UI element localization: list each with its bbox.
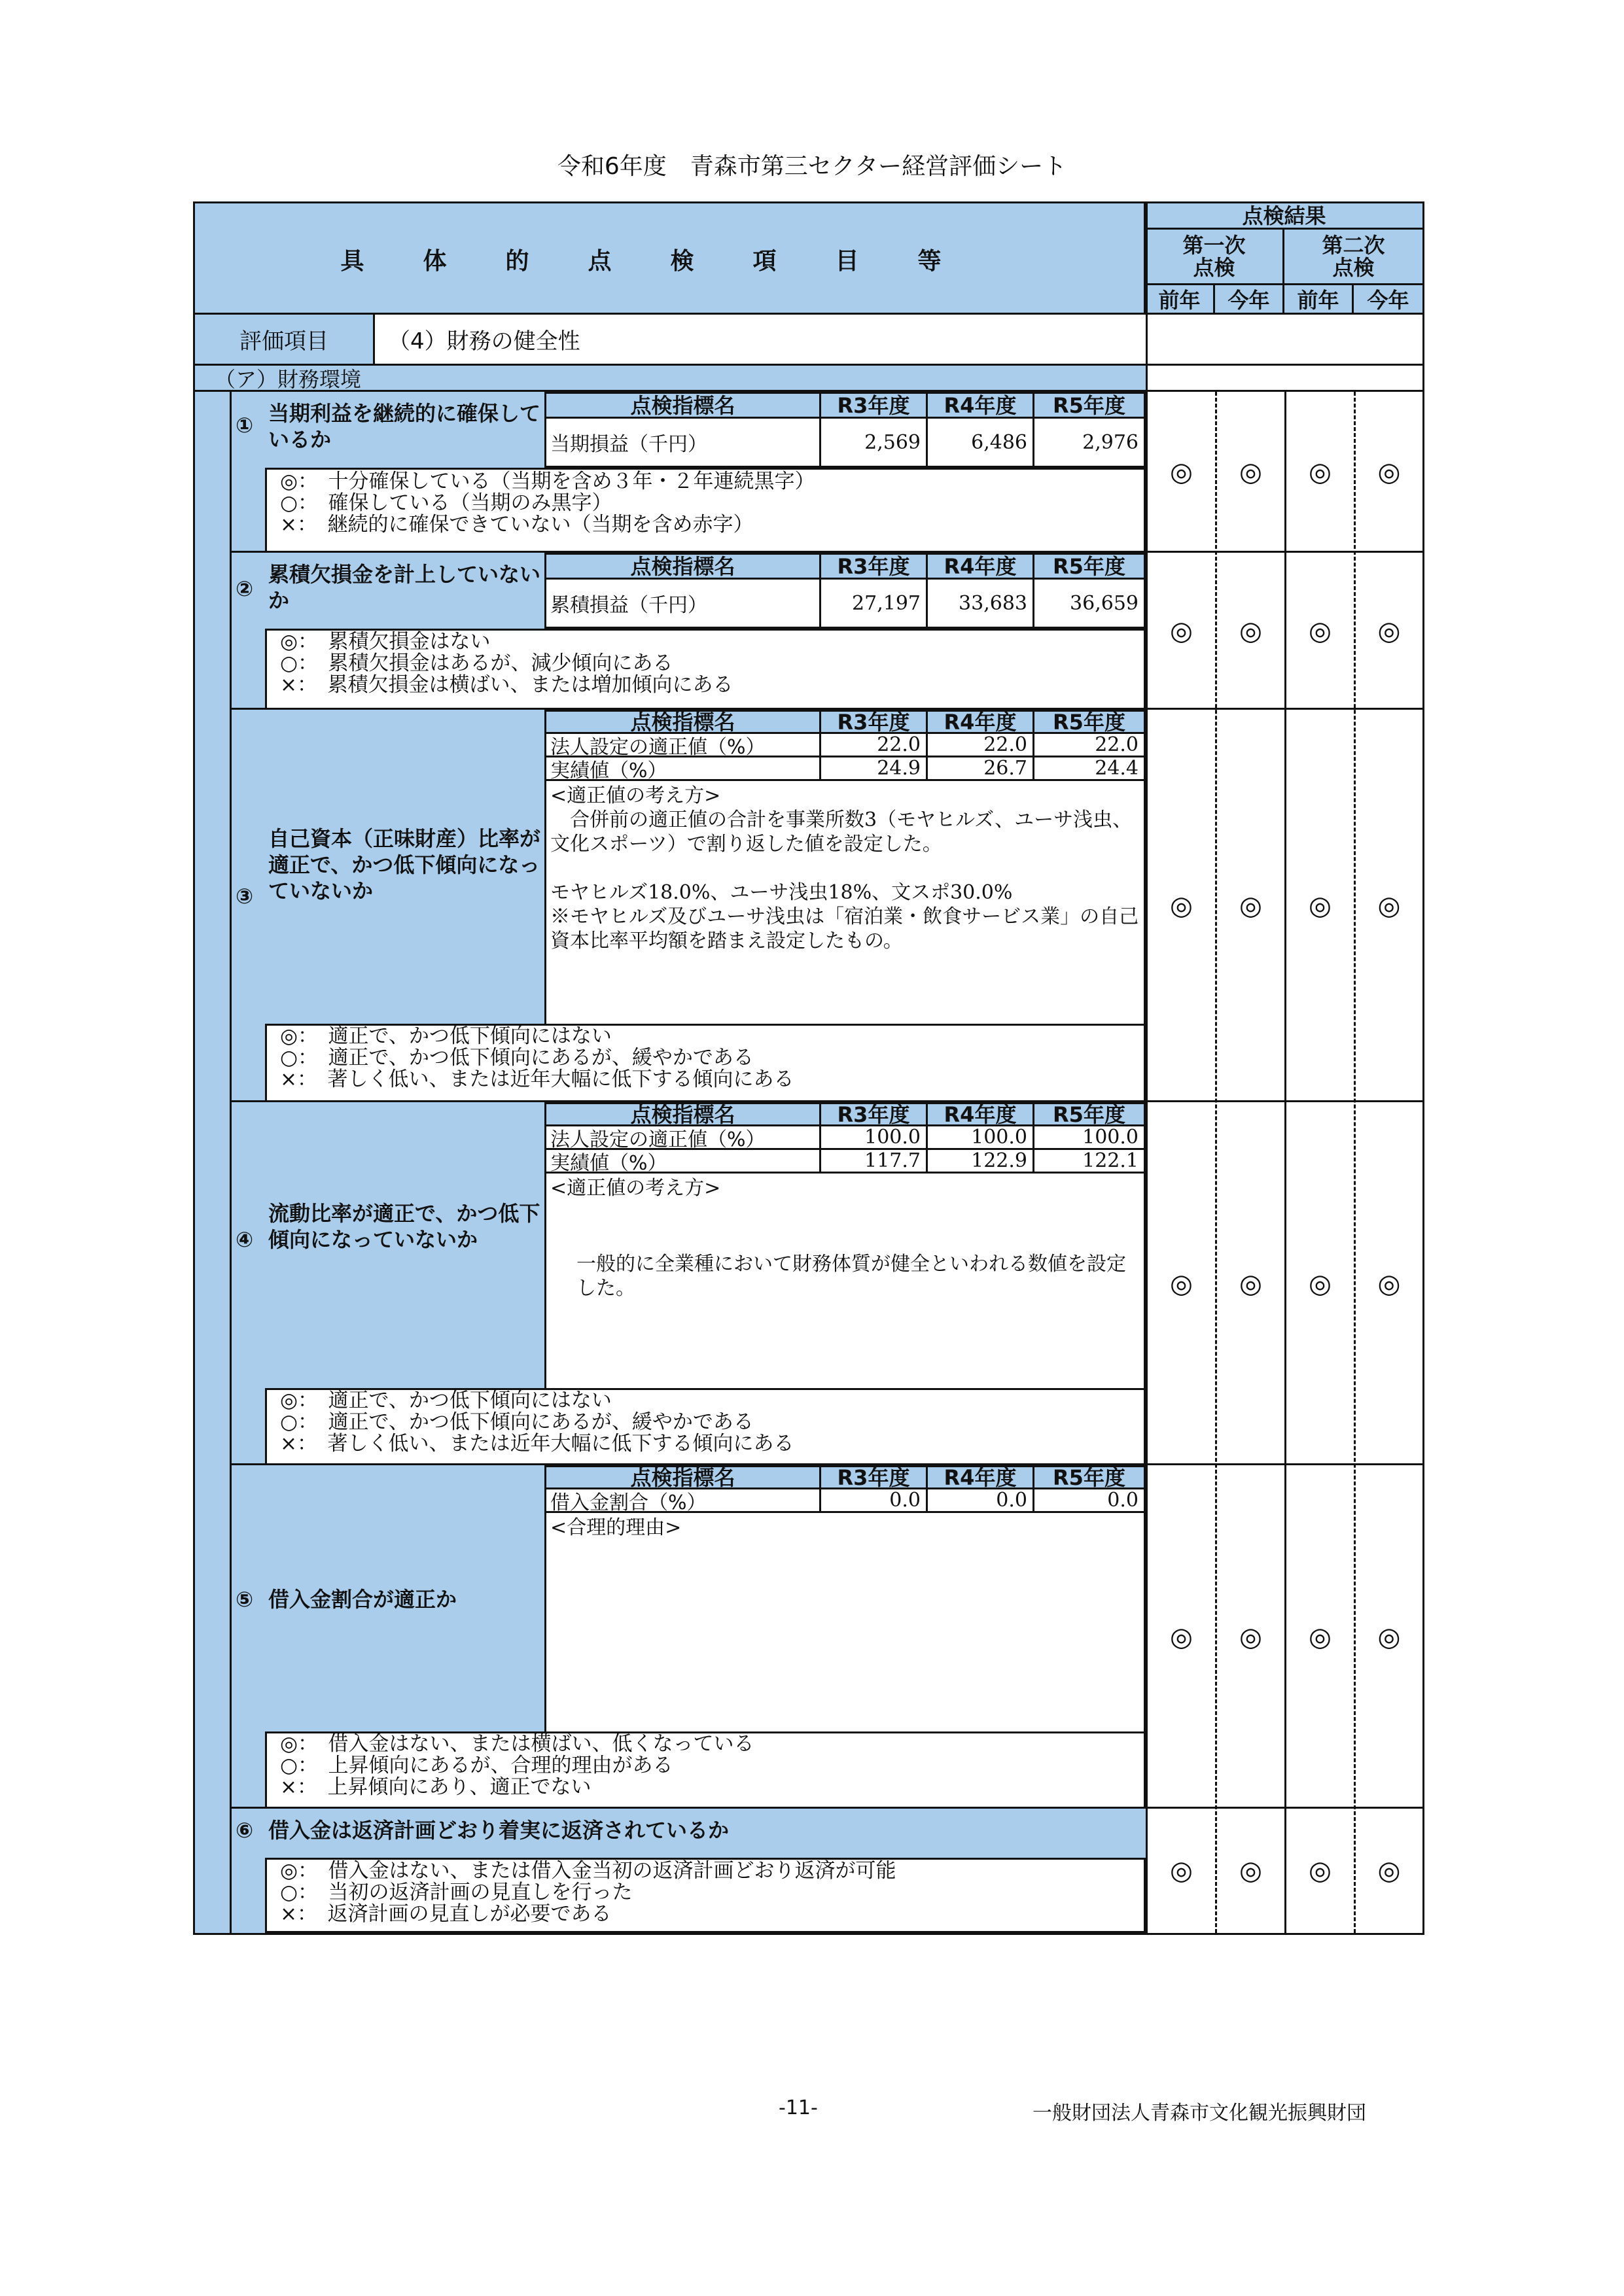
item-1-col-r5: R5年度 — [1034, 394, 1144, 419]
item-5-col-r5: R5年度 — [1034, 1467, 1144, 1489]
item-4-row1-r5: 100.0 — [1034, 1126, 1144, 1150]
section-bar — [195, 366, 1146, 392]
item-3-col-r5: R5年度 — [1034, 712, 1144, 734]
criteria-good: ○： 累積欠損金はあるが、減少傾向にある — [280, 652, 673, 675]
criteria-excellent: ◎： 適正で、かつ低下傾向にはない — [280, 1389, 612, 1412]
item-2-row-r5: 36,659 — [1070, 591, 1139, 615]
item-1-mark-1: ◎ — [1170, 457, 1193, 487]
item-4-mark-2: ◎ — [1239, 1268, 1262, 1299]
item-2-col-name: 点検指標名 — [546, 555, 821, 580]
item-1-col-r3: R3年度 — [821, 394, 928, 419]
eval-label-text: 評価項目 — [239, 328, 328, 355]
item-2-mark-1: ◎ — [1170, 616, 1193, 646]
item-5-mark-3: ◎ — [1309, 1622, 1332, 1652]
item-3-col-name: 点検指標名 — [546, 712, 821, 734]
item-3-mark-4: ◎ — [1377, 891, 1401, 921]
item-3-mark-3: ◎ — [1309, 891, 1332, 921]
item-1-criteria — [265, 468, 1146, 553]
item-6-criteria — [265, 1858, 1146, 1933]
eval-label — [195, 315, 375, 366]
item-5-row-r4: 0.0 — [928, 1489, 1034, 1513]
item-4-row1-r4: 100.0 — [928, 1126, 1034, 1150]
item-4-note-title: <適正値の考え方> — [550, 1177, 721, 1200]
item-1-row-r3: 2,569 — [821, 419, 928, 466]
item-2-row-r3: 27,197 — [821, 580, 928, 627]
item-3-row1-r4: 22.0 — [928, 734, 1034, 757]
item-3-row1-r5: 22.0 — [1034, 734, 1144, 757]
item-1-mark-4: ◎ — [1377, 457, 1401, 487]
organization-name: 一般財団法人青森市文化観光振興財団 — [1033, 2102, 1366, 2125]
item-4-question: 流動比率が適正で、かつ低下傾向になっていないか — [268, 1201, 540, 1252]
item-5-row-r5: 0.0 — [1034, 1489, 1144, 1513]
item-5-note: <合理的理由> — [550, 1516, 682, 1539]
item-4-number: ④ — [236, 1227, 254, 1252]
header-main — [195, 203, 1146, 315]
left-margin — [195, 392, 232, 1933]
item-6-number: ⑥ — [236, 1818, 254, 1843]
item-1-col-r4: R4年度 — [928, 394, 1034, 419]
item-1-mark-2: ◎ — [1239, 457, 1262, 487]
item-2-question: 累積欠損金を計上していないか — [268, 562, 541, 613]
item-2-col-r3: R3年度 — [821, 555, 928, 580]
item-4-mark-1: ◎ — [1170, 1268, 1193, 1299]
criteria-good: ○： 適正で、かつ低下傾向にあるが、緩やかである — [280, 1046, 754, 1070]
item-4-mark-4: ◎ — [1377, 1268, 1401, 1299]
header-first-prev: 前年 — [1146, 285, 1215, 315]
item-1-row-r4: 6,486 — [928, 419, 1034, 466]
item-2-mark-2: ◎ — [1239, 616, 1262, 646]
header-second-prev: 前年 — [1284, 285, 1354, 315]
item-4-col-r3: R3年度 — [821, 1104, 928, 1126]
criteria-excellent: ◎： 借入金はない、または借入金当初の返済計画どおり返済が可能 — [280, 1859, 896, 1883]
item-6-mark-3: ◎ — [1309, 1856, 1332, 1886]
section-bar-result — [1146, 366, 1422, 392]
item-4-note: 一般的に全業種において財務体質が健全といわれる数値を設定した。 — [576, 1253, 1126, 1300]
item-3-number: ③ — [236, 884, 254, 909]
criteria-good: ○： 適正で、かつ低下傾向にあるが、緩やかである — [280, 1410, 754, 1434]
item-3-row2-r3: 24.9 — [821, 757, 928, 781]
header-main-label: 具体的点検項目等 — [340, 247, 1000, 275]
document-title: 令和6年度 青森市第三セクター経営評価シート — [557, 153, 1067, 180]
item-5-mark-4: ◎ — [1377, 1622, 1401, 1652]
item-6-question: 借入金は返済計画どおり着実に返済されているか — [268, 1818, 730, 1843]
eval-value-text: （4）財務の健全性 — [388, 328, 580, 355]
item-4-row2-r5: 122.1 — [1034, 1150, 1144, 1174]
criteria-poor: ×： 継続的に確保できていない（当期を含め赤字） — [280, 513, 754, 536]
item-1-row-r5: 2,976 — [1082, 430, 1139, 454]
header-result-label: 点検結果 — [1146, 203, 1422, 230]
item-2-col-r5: R5年度 — [1034, 555, 1144, 580]
item-6-mark-1: ◎ — [1170, 1856, 1193, 1886]
criteria-poor: ×： 上昇傾向にあり、適正でない — [280, 1775, 591, 1799]
criteria-poor: ×： 著しく低い、または近年大幅に低下する傾向にある — [280, 1432, 794, 1455]
item-4-col-name: 点検指標名 — [546, 1104, 821, 1126]
item-4-row2-name: 実績値（%） — [546, 1150, 821, 1174]
header-second-curr: 今年 — [1367, 287, 1409, 313]
section-title: （ア）財務環境 — [215, 366, 362, 392]
criteria-excellent: ◎： 累積欠損金はない — [280, 630, 491, 653]
header-first-curr: 今年 — [1215, 285, 1284, 315]
item-1-question: 当期利益を継続的に確保しているか — [268, 401, 541, 452]
item-4-row2-r3: 117.7 — [821, 1150, 928, 1174]
item-2-row-r4: 33,683 — [928, 580, 1034, 627]
criteria-poor: ×： 返済計画の見直しが必要である — [280, 1902, 612, 1926]
item-5-row-r3: 0.0 — [821, 1489, 928, 1513]
item-5-col-name: 点検指標名 — [546, 1467, 821, 1489]
header-second: 第二次 点検 — [1284, 230, 1422, 285]
item-2-number: ② — [236, 576, 254, 601]
criteria-excellent: ◎： 借入金はない、または横ばい、低くなっている — [280, 1732, 754, 1756]
item-2-mark-3: ◎ — [1309, 616, 1332, 646]
item-4-col-r5: R5年度 — [1034, 1104, 1144, 1126]
item-3-mark-2: ◎ — [1239, 891, 1262, 921]
item-4-mark-3: ◎ — [1309, 1268, 1332, 1299]
item-2-row-name: 累積損益（千円） — [546, 580, 821, 627]
item-3-row1-name: 法人設定の適正値（%） — [546, 734, 821, 757]
item-5-number: ⑤ — [236, 1587, 254, 1612]
item-3-row2-name: 実績値（%） — [546, 757, 821, 781]
item-6-mark-4: ◎ — [1377, 1856, 1401, 1886]
item-1-mark-3: ◎ — [1309, 457, 1332, 487]
item-5-col-r3: R3年度 — [821, 1467, 928, 1489]
item-3-criteria — [265, 1024, 1146, 1102]
item-1-number: ① — [236, 413, 254, 438]
header-first: 第一次 点検 — [1146, 230, 1284, 285]
item-3-row2-r4: 26.7 — [928, 757, 1034, 781]
page-number: -11- — [779, 2096, 818, 2119]
item-3-note: <適正値の考え方> 合併前の適正値の合計を事業所数3（モヤヒルズ、ユーサ浅虫、文化スポーツ）で割り返した値を設定した。 モヤヒルズ18.0%、ユーサ浅虫18%、文スポ30.0% ※モヤヒルズ及びユーサ浅虫は「宿泊業・飲食サービス業」の自己資本比率平均額を踏まえ設定したもの。 — [550, 784, 1139, 952]
item-3-mark-1: ◎ — [1170, 891, 1193, 921]
item-5-criteria — [265, 1731, 1146, 1809]
item-3-row2-r5: 24.4 — [1034, 757, 1144, 781]
item-4-row1-r3: 100.0 — [821, 1126, 928, 1150]
item-4-criteria — [265, 1388, 1146, 1465]
criteria-poor: ×： 著しく低い、または近年大幅に低下する傾向にある — [280, 1068, 794, 1091]
item-1-col-name: 点検指標名 — [546, 394, 821, 419]
item-1-row-name: 当期損益（千円） — [546, 419, 821, 466]
item-2-criteria — [265, 629, 1146, 710]
item-3-col-r3: R3年度 — [821, 712, 928, 734]
item-5-row-name: 借入金割合（%） — [546, 1489, 821, 1513]
item-4-row2-r4: 122.9 — [928, 1150, 1034, 1174]
criteria-good: ○： 当初の返済計画の見直しを行った — [280, 1881, 633, 1904]
item-6-mark-2: ◎ — [1239, 1856, 1262, 1886]
criteria-excellent: ◎： 十分確保している（当期を含め３年・２年連続黒字） — [280, 470, 815, 493]
eval-value — [375, 315, 1422, 366]
item-3-question: 自己資本（正味財産）比率が適正で、かつ低下傾向になっていないか — [268, 826, 541, 903]
item-2-mark-4: ◎ — [1377, 616, 1401, 646]
item-5-mark-2: ◎ — [1239, 1622, 1262, 1652]
item-4-row1-name: 法人設定の適正値（%） — [546, 1126, 821, 1150]
item-2-col-r4: R4年度 — [928, 555, 1034, 580]
item-5-mark-1: ◎ — [1170, 1622, 1193, 1652]
criteria-excellent: ◎： 適正で、かつ低下傾向にはない — [280, 1024, 612, 1048]
item-5-col-r4: R4年度 — [928, 1467, 1034, 1489]
criteria-poor: ×： 累積欠損金は横ばい、または増加傾向にある — [280, 673, 733, 697]
criteria-good: ○： 上昇傾向にあるが、合理的理由がある — [280, 1754, 673, 1777]
item-3-row1-r3: 22.0 — [821, 734, 928, 757]
item-4-col-r4: R4年度 — [928, 1104, 1034, 1126]
item-5-question: 借入金割合が適正か — [268, 1587, 457, 1612]
criteria-good: ○： 確保している（当期のみ黒字） — [280, 491, 612, 515]
item-3-col-r4: R4年度 — [928, 712, 1034, 734]
